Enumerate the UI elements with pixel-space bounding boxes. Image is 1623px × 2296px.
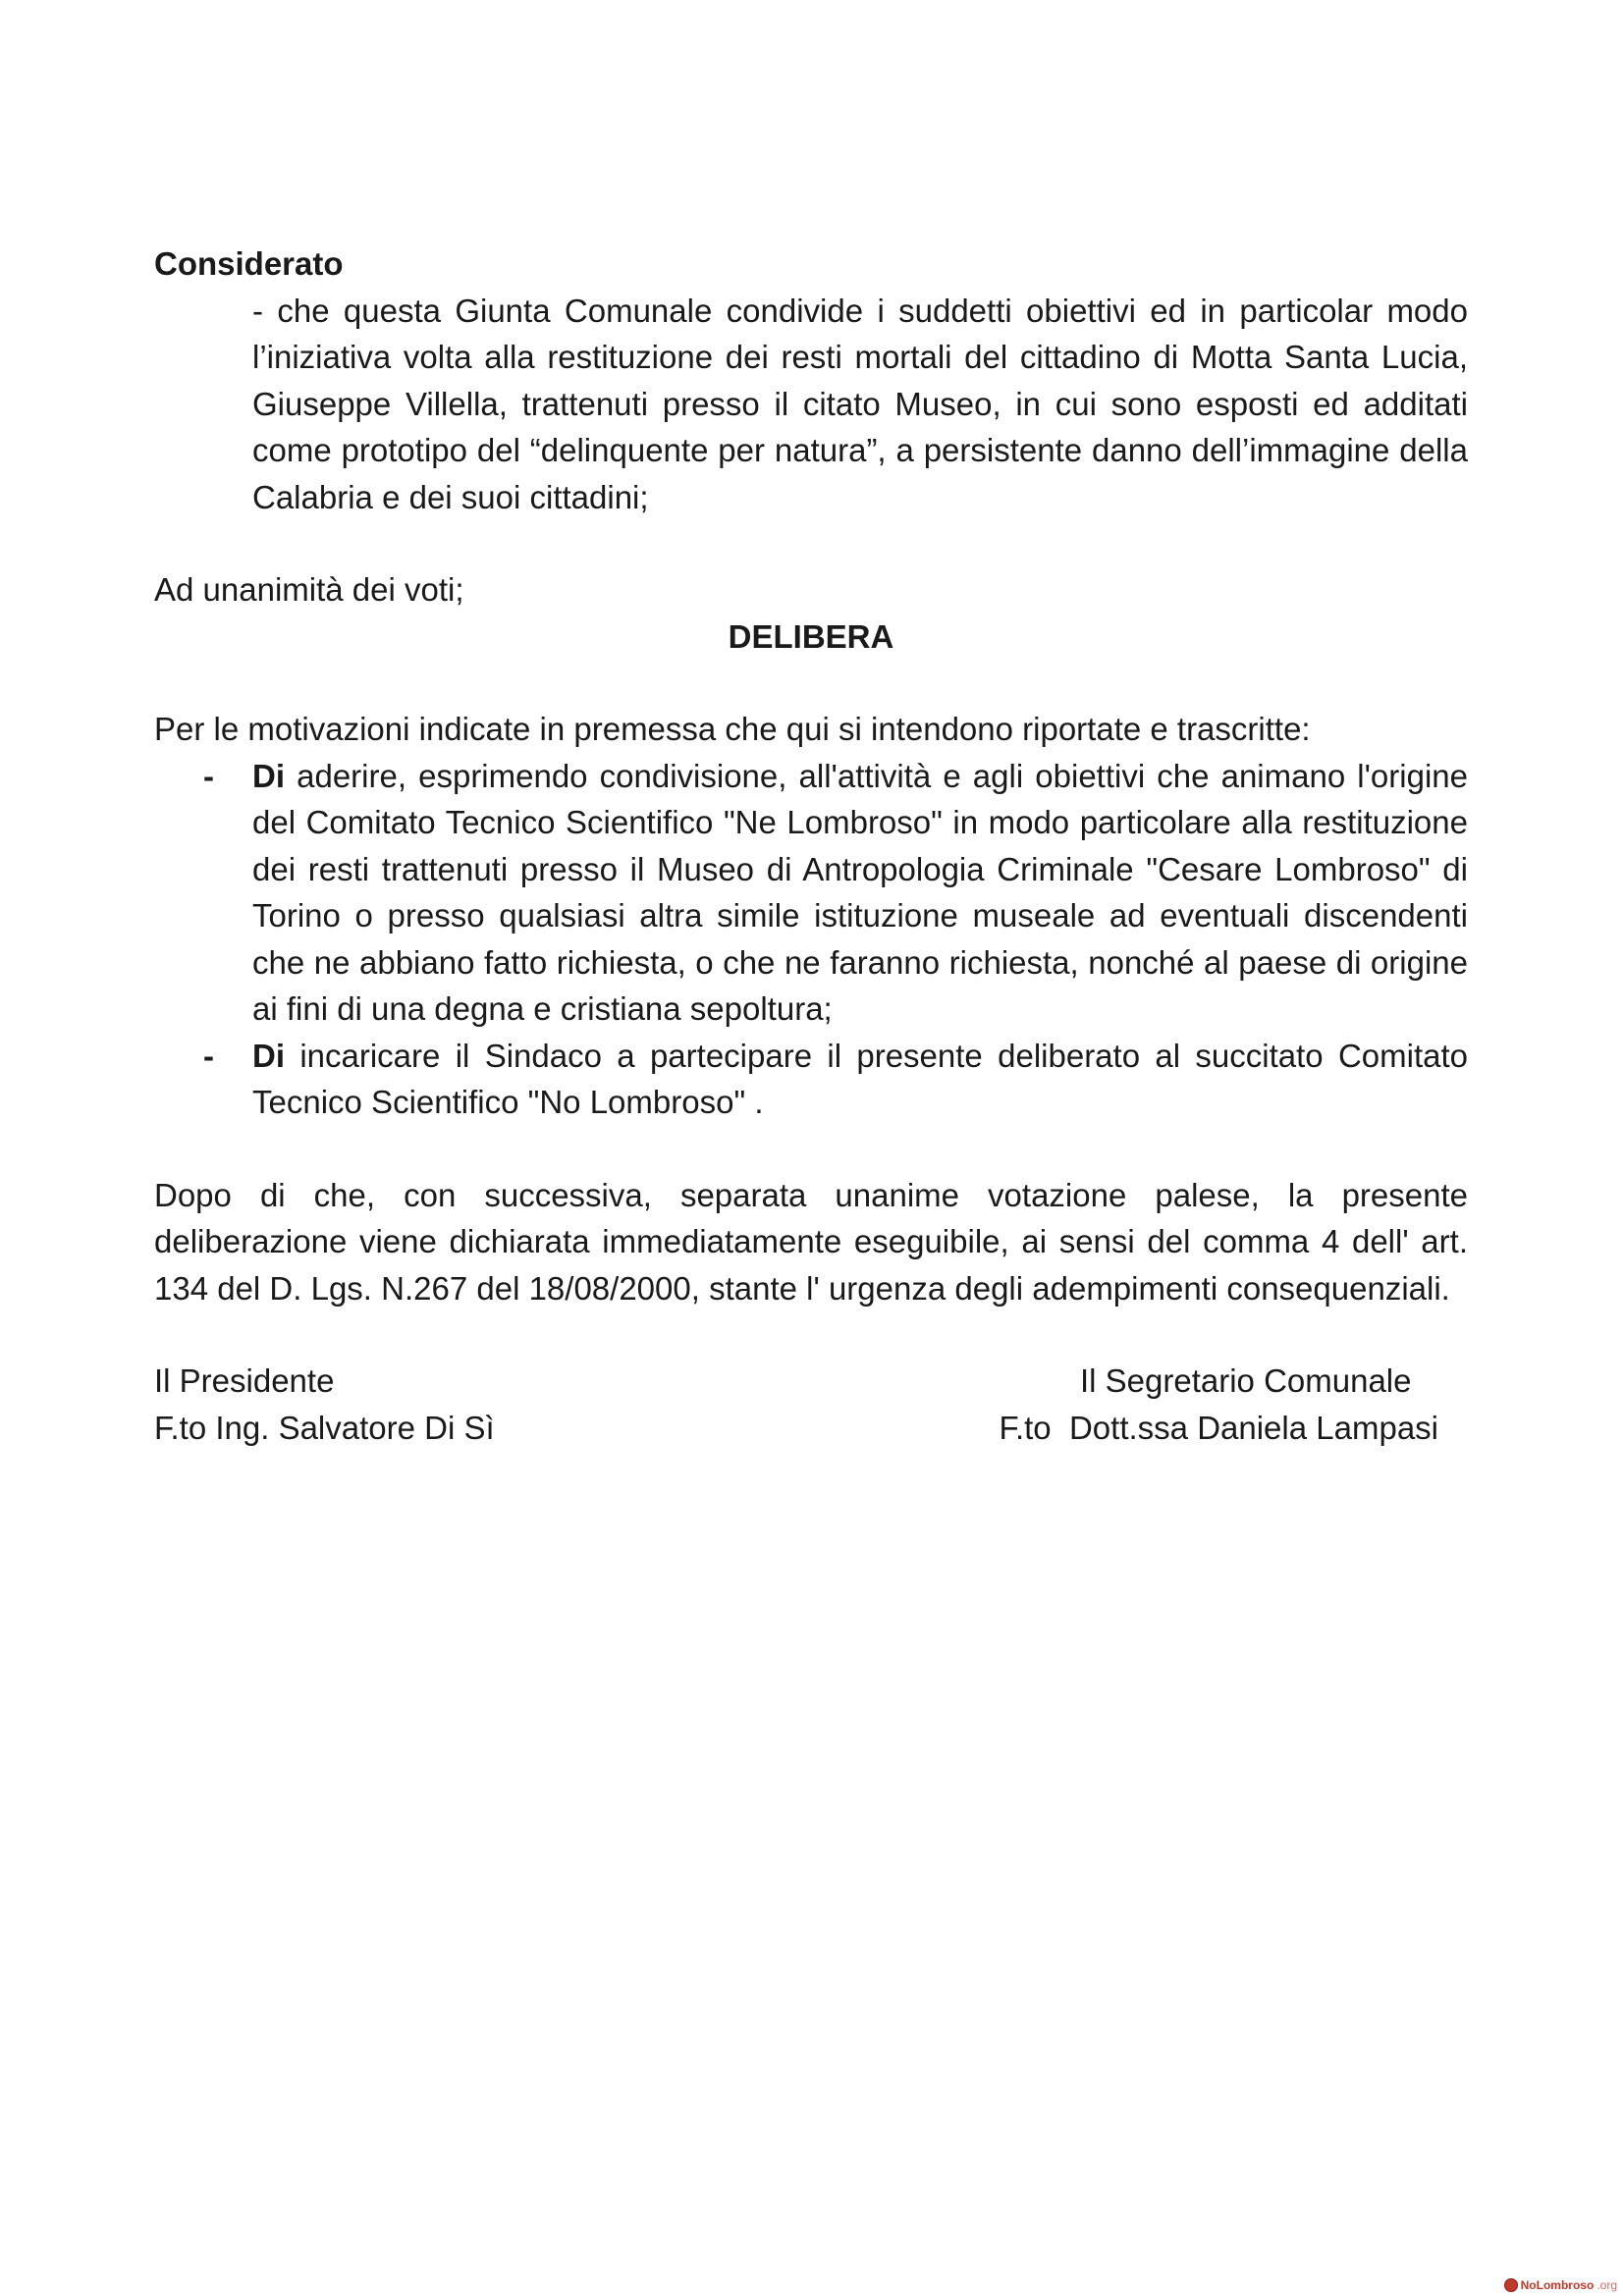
watermark-name: NoLombroso: [1520, 2278, 1595, 2292]
spacer: [154, 1126, 1468, 1172]
list-item: [154, 1033, 1468, 1126]
watermark-suffix: .org: [1596, 2278, 1617, 2292]
delibera-list: [154, 753, 1468, 1126]
considerato-heading: Considerato: [154, 245, 344, 282]
president-role: Il Presidente: [154, 1362, 335, 1399]
watermark: [1504, 2278, 1617, 2292]
spacer: [154, 660, 1468, 706]
voti-line: Ad unanimità dei voti;: [154, 571, 464, 608]
spacer: [154, 1311, 1468, 1358]
secretary-signature: [967, 1358, 1438, 1451]
spacer: [154, 520, 1468, 566]
dopo-paragraph: Dopo di che, con successiva, separata unanime votazione palese, la presente deliberazione viene dichiarata immediatamente eseguibile, ai sensi del comma 4 dell' art. 134 del D. Lgs. N.267 del 18/08/2000, stante l' urgenza degli adempimenti consequenziali.: [154, 1176, 1468, 1307]
motivazioni-line: Per le motivazioni indicate in premessa che qui si intendono riportate e trascritte:: [154, 711, 1311, 747]
bullet-lead: Di: [252, 1037, 285, 1074]
president-signature: [154, 1358, 495, 1451]
delibera-title: DELIBERA: [728, 617, 894, 655]
list-item: [154, 753, 1468, 1033]
nolombroso-logo-icon: [1504, 2278, 1518, 2292]
considerato-text: - che questa Giunta Comunale condivide i suddetti obiettivi ed in particolar modo l’iniziativa volta alla restituzione dei resti mortali del cittadino di Motta Santa Lucia, Giuseppe Villella, trattenuti presso il citato Museo, in cui sono esposti ed additati come prototipo del “delinquente per natura”, a persistente danno dell’immagine della Calabria e dei suoi cittadini;: [252, 292, 1468, 515]
document-body: [154, 240, 1468, 1452]
signature-block: [154, 1358, 1468, 1452]
bullet-text: aderire, esprimendo condivisione, all'attività e agli obiettivi che animano l'origine del Comitato Tecnico Scientifico "Ne Lombroso" in modo particolare alla restituzione dei resti trattenuti presso il Museo di Antropologia Criminale "Cesare Lombroso" di Torino o presso qualsiasi altra simile istituzione museale ad eventuali discendenti che ne abbiano fatto richiesta, o che ne faranno richiesta, nonché al paese di origine ai fini di una degna e cristiana sepoltura;: [252, 757, 1468, 1027]
secretary-name: F.to Dott.ssa Daniela Lampasi: [999, 1409, 1438, 1446]
bullet-dash: -: [203, 1037, 214, 1074]
bullet-lead: Di: [252, 757, 285, 794]
bullet-dash: -: [203, 757, 214, 794]
president-name: F.to Ing. Salvatore Di Sì: [154, 1409, 495, 1446]
bullet-text: incaricare il Sindaco a partecipare il presente deliberato al succitato Comitato Tecnico Scientifico "No Lombroso" .: [252, 1037, 1468, 1120]
secretary-role: Il Segretario Comunale: [1079, 1362, 1438, 1399]
